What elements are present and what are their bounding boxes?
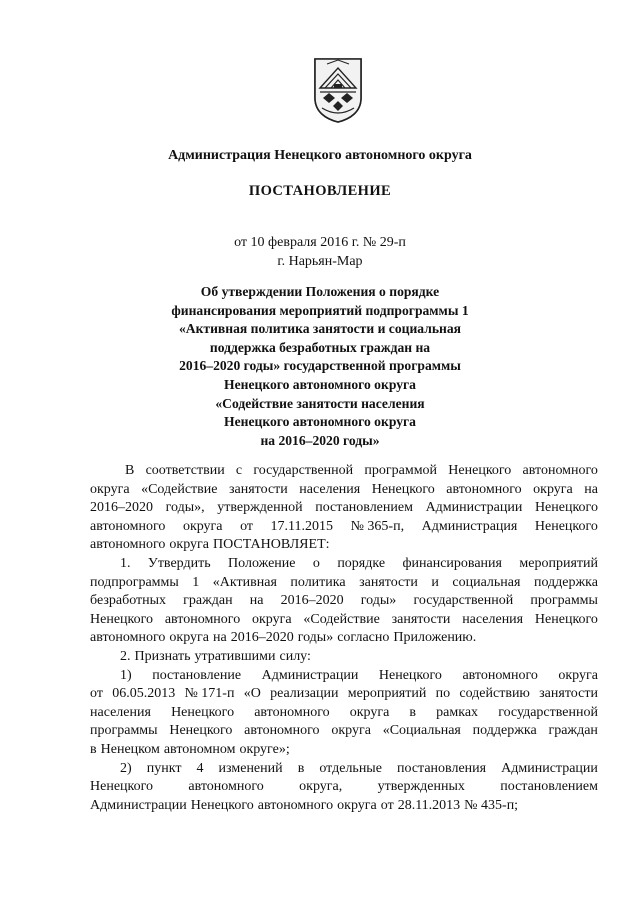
body-line	[90, 685, 598, 704]
body-word: Ненецкого	[171, 704, 235, 720]
body-word: программой	[364, 463, 438, 478]
body-word: Администрации	[261, 667, 359, 683]
body-word: автономного	[90, 630, 166, 646]
body-word: занятости	[539, 686, 598, 702]
title-line: Об утверждении Положения о порядке	[200, 284, 440, 299]
body-word: постановлением	[500, 779, 598, 795]
body-line	[90, 797, 598, 816]
body-word: автономного	[90, 518, 166, 534]
body-word: от	[240, 518, 253, 534]
body-word: В	[125, 463, 135, 478]
body-word: государственной	[498, 704, 598, 720]
body-line	[90, 778, 598, 797]
body-word: 17.11.2015	[270, 518, 334, 534]
body-word: с	[235, 463, 243, 478]
body-word: о	[312, 555, 320, 571]
body-word: Ненецкого	[534, 611, 598, 627]
body-word: округа	[252, 611, 292, 627]
body-word: округе»;	[239, 741, 290, 757]
body-word: Признать	[134, 648, 191, 664]
body-word: от	[380, 797, 394, 813]
body-word: граждан	[548, 723, 598, 739]
body-word: Ненецком	[100, 741, 160, 757]
body-word: автономного	[257, 797, 334, 813]
document-type: ПОСТАНОВЛЕНИЕ	[248, 183, 392, 199]
body-word: Ненецкого	[378, 667, 442, 683]
body-word: округа	[182, 518, 223, 534]
body-word: Утвердить	[147, 555, 211, 571]
body-word: утвержденной	[217, 500, 303, 516]
body-word: постановление	[152, 667, 242, 683]
title-line: финансирования мероприятий подпрограммы 1	[171, 302, 469, 318]
body-word: в	[409, 704, 417, 720]
body-word: Ненецкого	[371, 481, 435, 497]
body-word: мероприятий	[519, 555, 598, 571]
body-word: населения	[90, 704, 151, 720]
body-word: округа,	[299, 779, 343, 795]
body-line	[90, 462, 598, 481]
body-word: реализации	[270, 686, 339, 702]
body-word: по	[435, 686, 451, 702]
body-word: округа	[331, 723, 371, 739]
body-word: 1	[192, 574, 200, 590]
body-word: округа	[533, 481, 573, 497]
body-line	[90, 555, 598, 574]
body-word: 2.	[120, 648, 131, 664]
body-word: «Содействие	[303, 611, 380, 627]
body-line	[90, 592, 598, 611]
title-line: 2016–2020 годы» государственной программы	[179, 358, 461, 374]
body-word: постановлением	[315, 500, 413, 516]
body-word: занятости	[391, 611, 451, 627]
body-word: Администрации	[425, 500, 523, 516]
body-word: соответствии	[145, 463, 225, 478]
body-word: в	[90, 741, 97, 757]
body-word: граждан	[183, 593, 233, 609]
body-word: на	[584, 481, 598, 497]
document-title	[0, 283, 640, 450]
body-word: пункт	[146, 760, 182, 776]
body-line	[90, 704, 598, 723]
body-line	[90, 481, 598, 500]
body-word: автономном	[163, 741, 236, 757]
nenets-coat-of-arms-icon	[312, 56, 364, 124]
title-line: Ненецкого автономного округа	[224, 376, 416, 392]
body-word: социальная	[452, 574, 521, 590]
body-word: годы»	[360, 593, 397, 609]
body-word: автономного	[254, 704, 330, 720]
body-word: содействию	[459, 686, 530, 702]
body-line	[90, 518, 598, 537]
body-line	[90, 722, 598, 741]
body-word: Положение	[228, 555, 296, 571]
body-word: финансирования	[402, 555, 502, 571]
title-line: на 2016–2020 годы»	[260, 432, 380, 448]
body-word: рамках	[436, 704, 479, 720]
body-word: утвержденных	[377, 779, 465, 795]
body-word: политика	[290, 574, 346, 590]
body-word: Приложению.	[393, 630, 477, 646]
body-word: мероприятий	[347, 686, 427, 702]
body-line	[90, 741, 598, 760]
title-line: «Активная политика занятости и социальная	[178, 321, 462, 337]
body-word: 06.05.2013	[112, 686, 176, 702]
body-word: «Социальная	[382, 723, 461, 739]
body-word: изменений	[218, 760, 283, 776]
body-word: Ненецкого	[448, 463, 512, 478]
body-word: № 365-п,	[350, 518, 405, 534]
place-of-issue: г. Нарьян-Мар	[277, 254, 363, 269]
body-word: населения	[462, 611, 524, 627]
body-word: на	[212, 630, 227, 646]
body-word: подпрограммы	[90, 574, 179, 590]
body-word: Администрации	[90, 797, 187, 813]
body-line	[90, 536, 598, 555]
body-word: автономного	[462, 667, 538, 683]
body-word: «Активная	[212, 574, 277, 590]
body-word: утратившими	[194, 648, 276, 664]
body-word: автономного	[522, 463, 598, 478]
body-line	[90, 499, 598, 518]
body-line	[90, 611, 598, 630]
body-word: Ненецкого	[90, 779, 154, 795]
body-word: 1.	[120, 555, 131, 571]
body-line	[90, 648, 598, 667]
body-word: «Содействие	[141, 481, 218, 497]
body-word: населения	[299, 481, 361, 497]
title-line: Ненецкого автономного округа	[224, 414, 416, 430]
body-word: отдельные	[319, 760, 382, 776]
body-word: безработных	[90, 593, 167, 609]
body-word: автономного	[446, 481, 522, 497]
body-word: и	[431, 574, 439, 590]
body-word: «О	[243, 686, 261, 702]
body-word: Администрация	[421, 518, 518, 534]
body-word: автономного	[188, 779, 264, 795]
body-word: на	[249, 593, 264, 609]
body-word: 4	[196, 760, 204, 776]
body-word: 2016–2020	[280, 593, 344, 609]
body-word: автономного	[164, 611, 241, 627]
title-line: «Содействие занятости населения	[215, 395, 425, 411]
date-number: от 10 февраля 2016 г. № 29-п	[234, 235, 406, 250]
body-word: № 171-п	[184, 686, 235, 702]
body-word: 2)	[120, 760, 132, 776]
body-word: 2016–2020	[90, 500, 153, 516]
body-word: постановления	[396, 760, 487, 776]
body-word: Ненецкого	[534, 518, 598, 534]
organization-name: Администрация Ненецкого автономного округа	[168, 148, 472, 163]
body-word: силу:	[279, 648, 311, 664]
body-word: Администрации	[501, 760, 598, 776]
body-word: программы	[530, 593, 598, 609]
body-word: ПОСТАНОВЛЯЕТ:	[212, 537, 330, 553]
body-word: округа	[337, 797, 377, 813]
body-word: округа	[169, 537, 209, 553]
body-word: автономного	[244, 723, 320, 739]
body-word: 1)	[120, 667, 132, 683]
body-word: округа	[558, 667, 598, 683]
body-word: округа	[349, 704, 390, 720]
body-word: Ненецкого	[169, 723, 233, 739]
body-word: годы»,	[165, 500, 205, 516]
body-word: 28.11.2013	[397, 797, 461, 813]
body-word: поддержка	[472, 723, 537, 739]
title-line: поддержка безработных граждан на	[209, 339, 431, 355]
body-word: автономного	[90, 537, 166, 553]
body-word: 2016–2020	[230, 630, 294, 646]
body-word: Ненецкого	[90, 611, 154, 627]
body-word: Ненецкого	[534, 500, 598, 516]
body-line	[90, 667, 598, 686]
body-word: округа	[90, 481, 130, 497]
body-word: в	[297, 760, 305, 776]
body-line	[90, 629, 598, 648]
body-word: занятости	[359, 574, 418, 590]
body-word: округа	[169, 630, 209, 646]
body-word: государственной	[413, 593, 514, 609]
body-word: порядке	[337, 555, 386, 571]
body-line	[90, 574, 598, 593]
body-word: от	[90, 686, 103, 702]
body-word: Ненецкого	[190, 797, 254, 813]
document-body	[90, 462, 598, 815]
body-word: государственной	[253, 463, 354, 478]
body-word: согласно	[337, 630, 390, 646]
body-word: № 435-п;	[464, 797, 519, 813]
body-line	[90, 760, 598, 779]
body-word: занятости	[229, 481, 288, 497]
body-word: годы»	[297, 630, 334, 646]
body-word: поддержка	[533, 574, 598, 590]
body-word: программы	[90, 723, 158, 739]
